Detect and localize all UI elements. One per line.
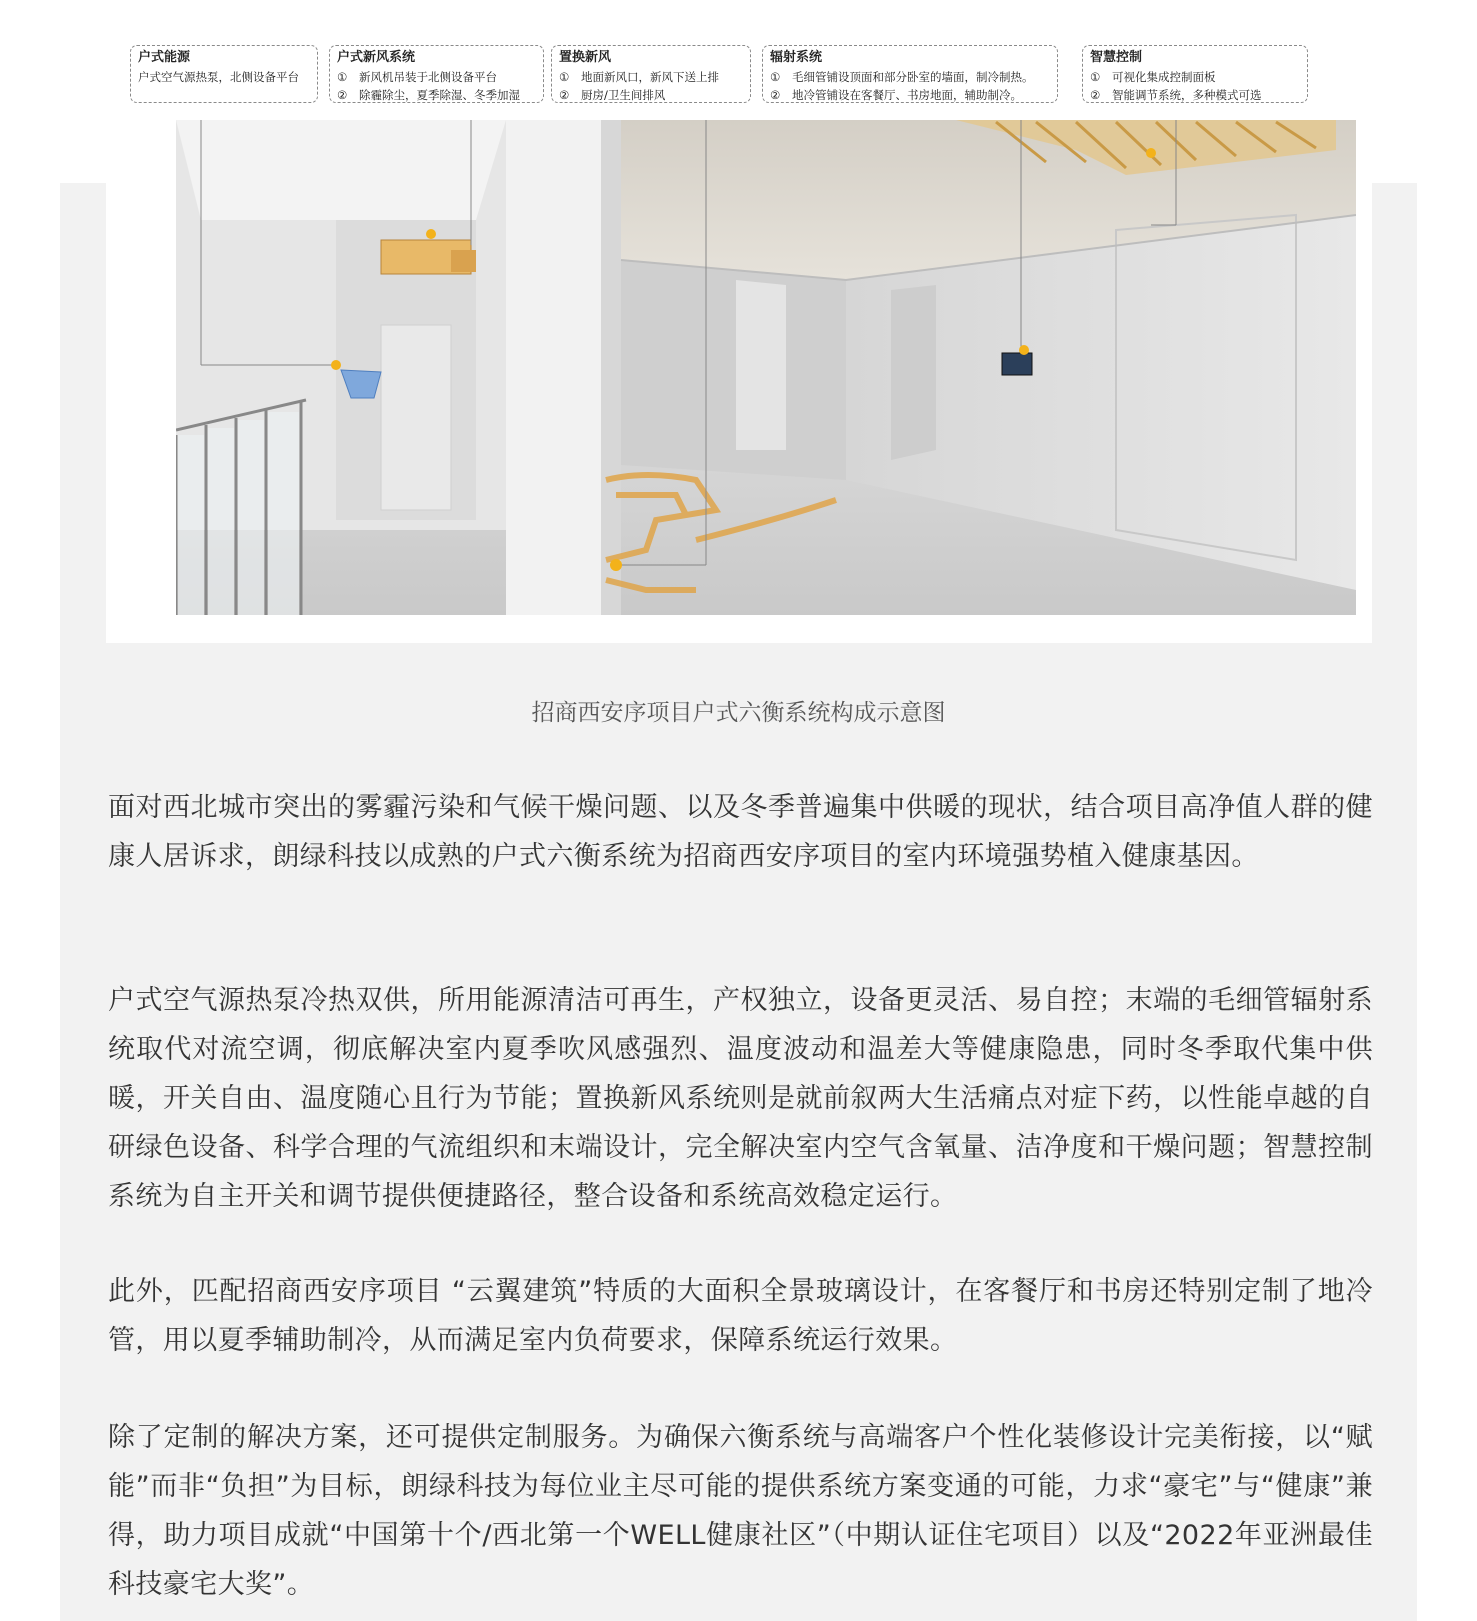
callout-line-text: 智能调节系统，多种模式可选 — [1112, 88, 1262, 102]
callout-line-text: 厨房/卫生间排风 — [581, 88, 666, 102]
callout-line — [770, 86, 1050, 104]
callout-line-text: 户式空气源热泵，北侧设备平台 — [138, 70, 299, 84]
article-paragraph-4: 除了定制的解决方案，还可提供定制服务。为确保六衡系统与高端客户个性化装修设计完美衔接，以“赋能”而非“负担”为目标，朗绿科技为每位业主尽可能的提供系统方案变通的可能，力求“豪宅”与“健康”兼得，助力项目成就“中国第十个/西北第一个WELL健康社区”（中期认证住宅项目）以及“2022年亚洲最佳科技豪宅大奖”。 — [108, 1422, 1373, 1600]
callout-line-text: 毛细管铺设顶面和部分卧室的墙面，制冷制热。 — [792, 70, 1034, 84]
callout-line — [1090, 68, 1300, 86]
figure-caption: 招商西安序项目户式六衡系统构成示意图 — [531, 700, 946, 726]
callout-line-text: 除霾除尘，夏季除湿、冬季加湿 — [359, 88, 520, 102]
callout-line-text: 地冷管铺设在客餐厅、书房地面，辅助制冷。 — [792, 88, 1022, 102]
apartment-interior-illustration — [176, 120, 1356, 615]
callout-line-number: ② — [337, 88, 348, 102]
article-paragraph-2: 户式空气源热泵冷热双供，所用能源清洁可再生，产权独立，设备更灵活、易自控；末端的毛细管辐射系统取代对流空调，彻底解决室内夏季吹风感强烈、温度波动和温差大等健康隐患，同时冬季取代集中供暖，开关自由、温度随心且行为节能；置换新风系统则是就前叙两大生活痛点对症下药，以性能卓越的自研绿色设备、科学合理的气流组织和末端设计，完全解决室内空气含氧量、洁净度和干燥问题；智慧控制系统为自主开关和调节提供便捷路径，整合设备和系统高效稳定运行。 — [108, 985, 1373, 1212]
callout-line — [770, 68, 1050, 86]
callout-line — [559, 86, 743, 104]
callout-line-number: ① — [559, 70, 570, 84]
callout-title: 置换新风 — [559, 50, 612, 65]
callout-line-number: ① — [337, 70, 348, 84]
callout-displacement-ventilation — [551, 45, 751, 103]
article-paragraph-1: 面对西北城市突出的雾霾污染和气候干燥问题、以及冬季普遍集中供暖的现状，结合项目高净值人群的健康人居诉求，朗绿科技以成熟的户式六衡系统为招商西安序项目的室内环境强势植入健康基因。 — [108, 792, 1373, 872]
callout-line-number: ② — [770, 88, 781, 102]
callout-line — [559, 68, 743, 86]
callout-fresh-air-system — [329, 45, 544, 103]
callout-line — [138, 68, 310, 86]
callout-line-text: 可视化集成控制面板 — [1112, 70, 1216, 84]
callout-line — [337, 68, 536, 86]
system-diagram-figure — [106, 40, 1372, 643]
callout-line-text: 新风机吊装于北侧设备平台 — [359, 70, 497, 84]
callout-line-number: ② — [1090, 88, 1101, 102]
callout-title: 户式新风系统 — [337, 50, 416, 65]
callout-line-number: ① — [770, 70, 781, 84]
callout-smart-control — [1082, 45, 1308, 103]
callout-title: 辐射系统 — [770, 50, 823, 65]
callout-line — [1090, 86, 1300, 104]
callout-line-number: ② — [559, 88, 570, 102]
article-paragraph-3: 此外，匹配招商西安序项目 “云翼建筑”特质的大面积全景玻璃设计，在客餐厅和书房还特别定制了地冷管，用以夏季辅助制冷，从而满足室内负荷要求，保障系统运行效果。 — [108, 1276, 1373, 1356]
callout-line-text: 地面新风口，新风下送上排 — [581, 70, 719, 84]
callout-title: 智慧控制 — [1090, 50, 1143, 65]
callout-radiant-system — [762, 45, 1058, 103]
callout-title: 户式能源 — [138, 50, 191, 65]
callout-line-number: ① — [1090, 70, 1101, 84]
callout-household-energy — [130, 45, 318, 103]
callout-line — [337, 86, 536, 104]
